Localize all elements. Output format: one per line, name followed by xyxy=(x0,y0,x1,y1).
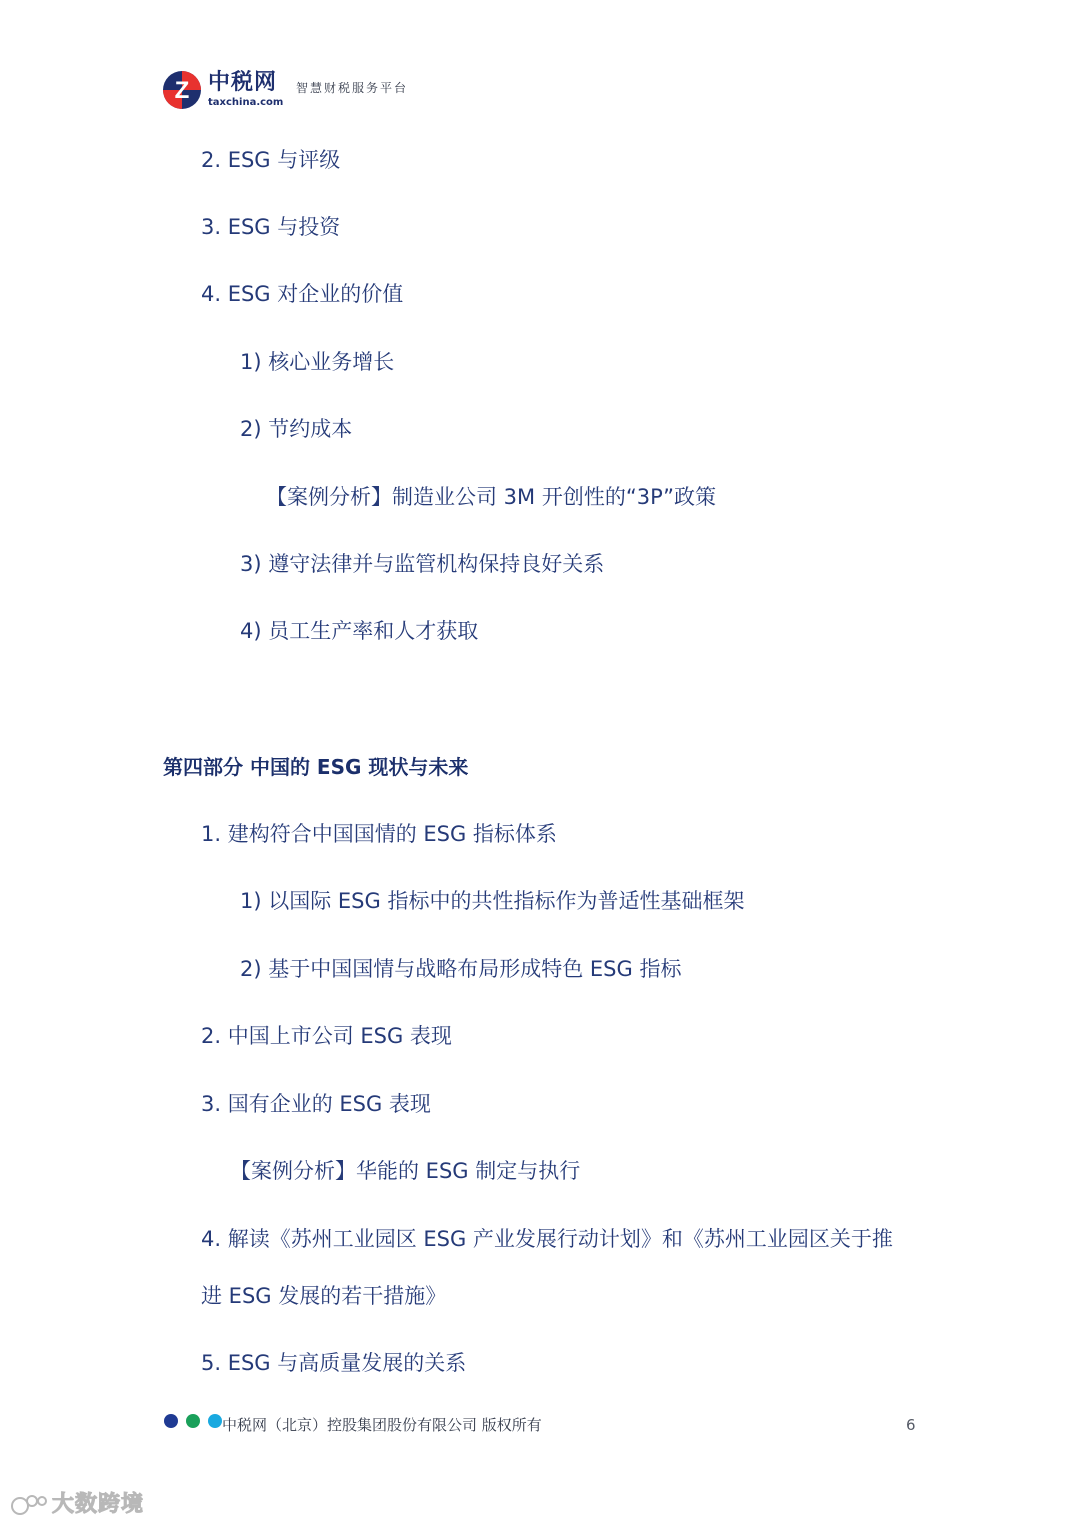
outline-item-continued: 进 ESG 发展的若干措施》 xyxy=(201,1284,447,1308)
outline-item: 1. 建构符合中国国情的 ESG 指标体系 xyxy=(201,822,557,846)
outline-item: 2. 中国上市公司 ESG 表现 xyxy=(201,1024,452,1048)
outline-item: 5. ESG 与高质量发展的关系 xyxy=(201,1351,467,1375)
outline-subitem: 4) 员工生产率和人才获取 xyxy=(240,619,479,643)
watermark-text: 大数跨境 xyxy=(52,1492,145,1517)
case-study-line: 【案例分析】制造业公司 3M 开创性的“3P”政策 xyxy=(266,485,717,509)
outline-subitem: 1) 核心业务增长 xyxy=(240,350,395,374)
outline-item: 3. ESG 与投资 xyxy=(201,215,341,239)
logo-letter: Z xyxy=(174,77,190,104)
outline-item: 3. 国有企业的 ESG 表现 xyxy=(201,1092,431,1116)
brand-domain: taxchina.com xyxy=(208,97,284,108)
brand-slogan: 智慧财税服务平台 xyxy=(296,81,409,95)
outline-item: 4. 解读《苏州工业园区 ESG 产业发展行动计划》和《苏州工业园区关于推 xyxy=(201,1227,893,1251)
watermark-logo-icon xyxy=(10,1492,50,1518)
outline-subitem: 2) 节约成本 xyxy=(240,417,353,441)
case-study-line: 【案例分析】华能的 ESG 制定与执行 xyxy=(230,1159,581,1183)
footer-copyright: 中税网（北京）控股集团股份有限公司 版权所有 xyxy=(222,1416,542,1434)
taxchina-logo xyxy=(162,70,202,110)
footer-dot-blue xyxy=(164,1414,178,1428)
outline-item: 4. ESG 对企业的价值 xyxy=(201,282,404,306)
footer-dot-cyan xyxy=(208,1414,222,1428)
footer-dot-green xyxy=(186,1414,200,1428)
outline-item: 2. ESG 与评级 xyxy=(201,148,341,172)
section-heading: 第四部分 中国的 ESG 现状与未来 xyxy=(163,755,469,779)
page-number: 6 xyxy=(906,1416,916,1434)
brand-name: 中税网 xyxy=(208,70,278,95)
outline-subitem: 3) 遵守法律并与监管机构保持良好关系 xyxy=(240,552,605,576)
outline-subitem: 1) 以国际 ESG 指标中的共性指标作为普适性基础框架 xyxy=(240,889,745,913)
outline-subitem: 2) 基于中国国情与战略布局形成特色 ESG 指标 xyxy=(240,957,682,981)
